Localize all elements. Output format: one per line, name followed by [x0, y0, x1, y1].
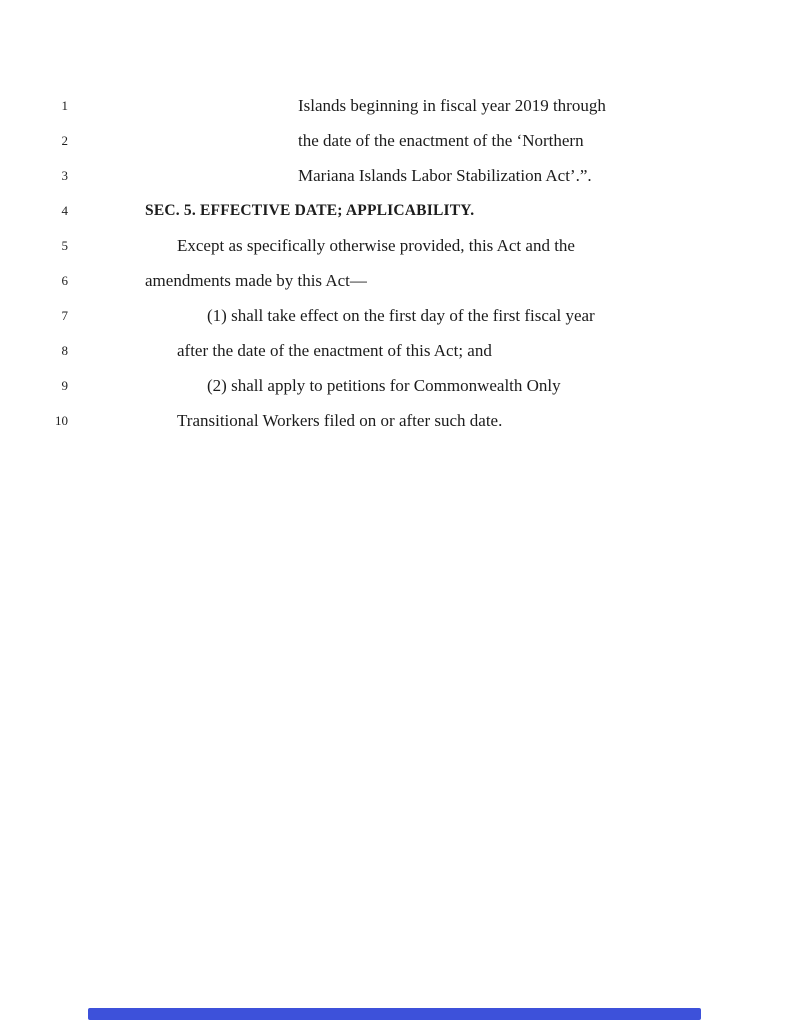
line-text: SEC. 5. EFFECTIVE DATE; APPLICABILITY. — [145, 202, 475, 219]
document-line-row — [0, 193, 791, 228]
line-text: after the date of the enactment of this Act; and — [177, 341, 492, 360]
line-number: 2 — [61, 133, 68, 148]
line-text: amendments made by this Act— — [145, 271, 367, 290]
document-line-row — [0, 333, 791, 368]
line-number: 4 — [61, 203, 68, 218]
document-line-row — [0, 298, 791, 333]
line-text: (2) shall apply to petitions for Commonwealth Only — [207, 376, 561, 395]
line-number: 8 — [61, 343, 68, 358]
line-text: Except as specifically otherwise provided, this Act and the — [177, 236, 575, 255]
document-line-row — [0, 263, 791, 298]
line-number: 6 — [61, 273, 68, 288]
line-text: Mariana Islands Labor Stabilization Act’.”. — [298, 166, 592, 185]
document-line-row — [0, 123, 791, 158]
line-number: 10 — [55, 413, 68, 428]
document-line-row — [0, 368, 791, 403]
document-line-row — [0, 158, 791, 193]
document-line-row — [0, 403, 791, 438]
line-text: (1) shall take effect on the first day of the first fiscal year — [207, 306, 595, 325]
bottom-blue-bar — [88, 1008, 701, 1020]
line-number: 7 — [61, 308, 68, 323]
document-body — [0, 88, 791, 438]
document-line-row — [0, 228, 791, 263]
line-number: 9 — [61, 378, 68, 393]
line-text: the date of the enactment of the ‘Northern — [298, 131, 584, 150]
line-text: Transitional Workers filed on or after such date. — [177, 411, 503, 430]
line-text: Islands beginning in fiscal year 2019 through — [298, 96, 606, 115]
line-number: 5 — [61, 238, 68, 253]
line-number: 3 — [61, 168, 68, 183]
line-number: 1 — [61, 98, 68, 113]
document-line-row — [0, 88, 791, 123]
